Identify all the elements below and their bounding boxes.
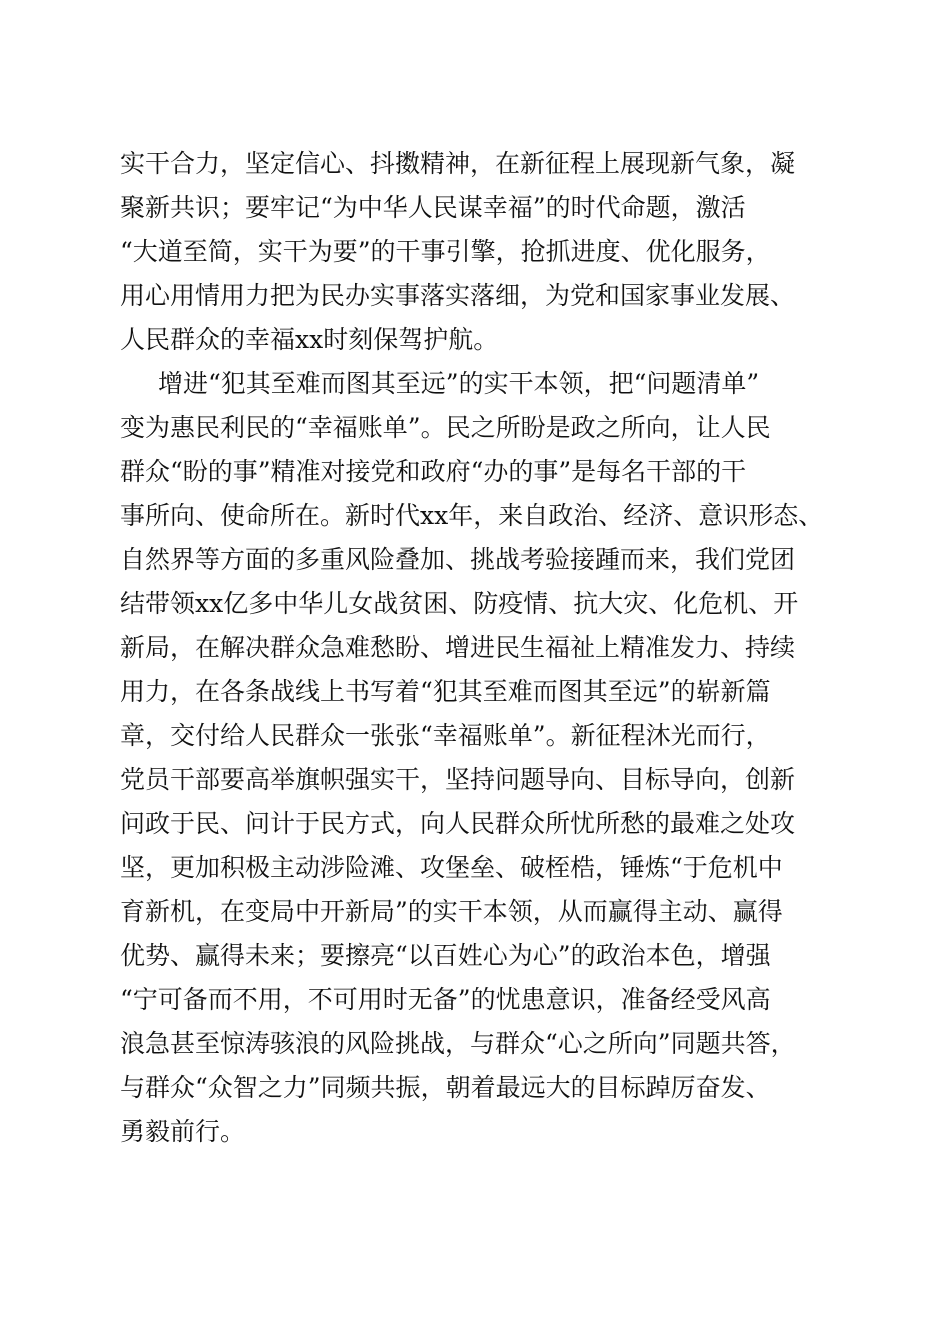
- paragraph-1: [120, 142, 840, 362]
- text-line: 章，交付给人民群众一张张“幸福账单”。新征程沐光而行，: [120, 721, 771, 750]
- text-line: 与群众“众智之力”同频共振，朝着最远大的目标踔厉奋发、: [120, 1073, 771, 1102]
- text-line: 自然界等方面的多重风险叠加、挑战考验接踵而来，我们党团: [120, 545, 796, 574]
- paragraph-2: [120, 362, 840, 1154]
- text-line: 用力，在各条战线上书写着“犯其至难而图其至远”的崭新篇: [120, 677, 771, 706]
- text-line: 结带领xx亿多中华儿女战贫困、防疫情、抗大灾、化危机、开: [120, 589, 799, 618]
- text-line: 党员干部要高举旗帜强实干，坚持问题导向、目标导向，创新: [120, 765, 796, 794]
- text-line: 坚，更加积极主动涉险滩、攻堡垒、破桎梏，锤炼“于危机中: [120, 853, 783, 882]
- text-line: 用心用情用力把为民办实事落实落细，为党和国家事业发展、: [120, 281, 796, 310]
- text-line: 问政于民、问计于民方式，向人民群众所忧所愁的最难之处攻: [120, 809, 796, 838]
- text-line: 实干合力，坚定信心、抖擞精神，在新征程上展现新气象，凝: [120, 149, 796, 178]
- text-line: 聚新共识；要牢记“为中华人民谋幸福”的时代命题，激活: [120, 193, 746, 222]
- text-line: 优势、赢得未来；要擦亮“以百姓心为心”的政治本色，增强: [120, 941, 771, 970]
- text-line: 增进“犯其至难而图其至远”的实干本领，把“问题清单”: [158, 369, 760, 398]
- text-line: 新局，在解决群众急难愁盼、增进民生福祉上精准发力、持续: [120, 633, 796, 662]
- text-line: 勇毅前行。: [120, 1117, 246, 1146]
- text-line: 人民群众的幸福xx时刻保驾护航。: [120, 325, 499, 354]
- text-line: 群众“盼的事”精准对接党和政府“办的事”是每名干部的干: [120, 457, 747, 486]
- text-line: “大道至简，实干为要”的干事引擎，抢抓进度、优化服务，: [120, 237, 771, 266]
- text-line: 变为惠民利民的“幸福账单”。民之所盼是政之所向，让人民: [120, 413, 771, 442]
- text-line: 事所向、使命所在。新时代xx年，来自政治、经济、意识形态、: [120, 501, 824, 530]
- text-line: 育新机，在变局中开新局”的实干本领，从而赢得主动、赢得: [120, 897, 783, 926]
- document-body: [120, 142, 840, 1154]
- text-line: “宁可备而不用，不可用时无备”的忧患意识，准备经受风高: [120, 985, 771, 1014]
- text-line: 浪急甚至惊涛骇浪的风险挑战，与群众“心之所向”同题共答，: [120, 1029, 796, 1058]
